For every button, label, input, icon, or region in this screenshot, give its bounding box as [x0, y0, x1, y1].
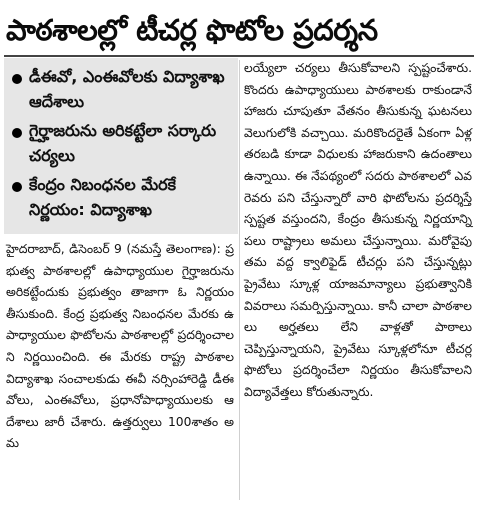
column-divider: [239, 60, 240, 500]
dateline: హైదరాబాద్, డిసెంబర్ 9 (నమస్తే తెలంగాణ):: [6, 242, 221, 256]
highlight-text: డీఈవో, ఎంఈవోలకు విద్యాశాఖ ఆదేశాలు: [29, 67, 225, 111]
highlight-item: [10, 172, 232, 222]
article-body-right: లయ్యేలా చర్యలు తీసుకోవాలని స్పష్టంచేశారు. కొందరు ఉపాధ్యాయులు పాఠశాలకు రాకుండానే హాజరు చూపుతూ వేతనం తీసుకున్న ఘటనలు వెలుగులోకి వచ్చాయి. మరికొందరైతే ఏకంగా ఏళ్ల తరబడి కూడా విధులకు హాజరుకాని ఉదంతాలు ఉన్నాయి. ఈ నేపథ్యంలో సదరు పాఠశాలలో ఎవరెవరు పని చేస్తున్నారో వారి ఫొటోలను ప్రదర్శిస్తే స్పష్టత వస్తుందని, కేంద్రం తీసుకున్న నిర్ణయాన్ని పలు రాష్ట్రాలు అమలు చేస్తున్నాయి. మరోవైపు తమ వద్ద క్వాలిఫైడ్ టీచర్లు పని చేస్తున్నట్లు ప్రైవేటు స్కూళ్ల యాజమాన్యాలు ప్రభుత్వానికి వివరాలు సమర్పిస్తున్నాయి. కానీ చాలా పాఠశాలలు అర్హతలు లేని వాళ్లతో పాఠాలు చెప్పిస్తున్నాయని, ప్రైవేటు స్కూళ్లలోనూ టీచర్ల ఫొటోలు ప్రదర్శించేలా నిర్ణయం తీసుకోవాలని విద్యావేత్తలు కోరుతున్నారు.: [244, 61, 472, 399]
article-body-left: ప్రభుత్వ పాఠశాలల్లో ఉపాధ్యాయుల గైర్హాజరును అరికట్టేందుకు ప్రభుత్వం తాజాగా ఓ నిర్ణయం తీసుకుంది. కేంద్ర ప్రభుత్వ నిబంధనల మేరకు ఉపాధ్యాయుల ఫొటోలను పాఠశాలల్లో ప్రదర్శించాలని నిర్ణయించింది. ఈ మేరకు రాష్ట్ర పాఠశాల విద్యాశాఖ సంచాలకుడు ఈవీ నర్సింహారెడ్డి డీఈవోలు, ఎంఈవోలు, ప్రధానోపాధ్యాయులకు ఆదేశాలు జారీ చేశారు. ఉత్తర్వులు 100శాతం అమ: [6, 242, 234, 451]
article-right-column: [244, 58, 472, 404]
highlight-item: [10, 64, 232, 114]
bullet-icon: [12, 128, 22, 138]
headline: పాఠశాలల్లో టీచర్ల ఫొటోల ప్రదర్శన: [6, 13, 378, 47]
bullet-icon: [12, 182, 22, 192]
article-left-column: [6, 239, 234, 455]
highlight-text: గైర్హాజరును అరికట్టేలా సర్కారు చర్యలు: [29, 121, 217, 165]
highlight-item: [10, 118, 232, 168]
bullet-icon: [12, 74, 22, 84]
headline-divider: [4, 55, 474, 57]
highlight-text: కేంద్రం నిబంధనల మేరకే నిర్ణయం: విద్యాశాఖ: [29, 175, 176, 219]
highlights-box: [4, 58, 238, 234]
